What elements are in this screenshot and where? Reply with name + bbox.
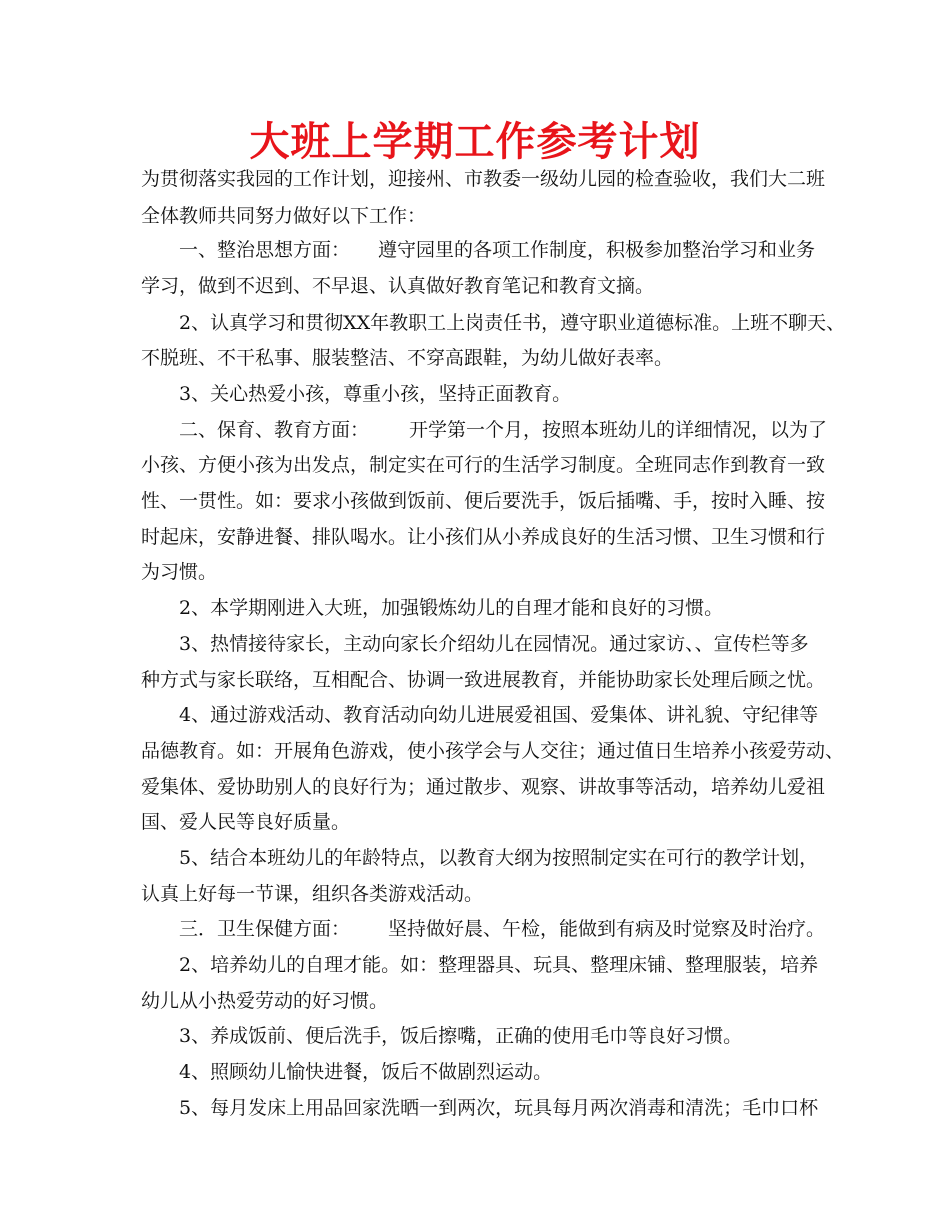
paragraph-line: 爱集体、爱协助别人的良好行为；通过散步、观察、讲故事等活动，培养幼儿爱祖 [141, 776, 826, 798]
paragraph-line: 国、爱人民等良好质量。 [141, 811, 351, 833]
paragraph-line: 3、热情接待家长，主动向家长介绍幼儿在园情况。通过家访、、宣传栏等多 [179, 633, 809, 655]
paragraph-line: 品德教育。如：开展角色游戏，使小孩学会与人交往；通过值日生培养小孩爱劳动、 [141, 740, 845, 762]
section-text: 开学第一个月，按照本班幼儿的详细情况，以为了 [409, 419, 828, 441]
paragraph-line: 为习惯。 [141, 561, 218, 583]
section-heading: 三．卫生保健方面： [179, 918, 351, 940]
section-text: 遵守园里的各项工作制度，积极参加整治学习和业务 [378, 239, 816, 261]
paragraph-line: 种方式与家长联络，互相配合、协调一致进展教育，并能协助家长处理后顾之忧。 [141, 669, 826, 691]
paragraph-line: 4、通过游戏活动、教育活动向幼儿进展爱祖国、爱集体、讲礼貌、守纪律等 [179, 704, 819, 726]
paragraph-line: 学习，做到不迟到、不早退、认真做好教育笔记和教育文摘。 [141, 275, 655, 297]
paragraph-line: 时起床，安静进餐、排队喝水。让小孩们从小养成良好的生活习惯、卫生习惯和行 [141, 526, 826, 548]
paragraph-line: 认真上好每一节课，组织各类游戏活动。 [141, 883, 484, 905]
paragraph-line: 3、养成饭前、便后洗手，饭后擦嘴，正确的使用毛巾等良好习惯。 [179, 1025, 743, 1047]
document-title: 大班上学期工作参考计划 [249, 119, 701, 165]
paragraph-line: 4、照顾幼儿愉快进餐，饭后不做剧烈运动。 [179, 1061, 553, 1083]
paragraph-line: 2、培养幼儿的自理才能。如：整理器具、玩具、整理床铺、整理服装，培养 [179, 954, 819, 976]
paragraph-line: 小孩、方便小孩为出发点，制定实在可行的生活学习制度。全班同志作到教育一致 [141, 454, 826, 476]
paragraph-line: 2、本学期刚进入大班，加强锻炼幼儿的自理才能和良好的习惯。 [179, 597, 724, 619]
paragraph-line [179, 236, 815, 264]
paragraph-line: 5、结合本班幼儿的年龄特点，以教育大纲为按照制定实在可行的教学计划， [179, 847, 819, 869]
paragraph-line: 为贯彻落实我园的工作计划，迎接州、市教委一级幼儿园的检查验收，我们大二班 [141, 168, 826, 190]
paragraph-line: 3、关心热爱小孩，尊重小孩，坚持正面教育。 [179, 383, 572, 405]
paragraph-line [179, 416, 827, 444]
section-heading: 二、保育、教育方面： [179, 419, 370, 441]
section-heading: 一、整治思想方面： [179, 239, 351, 261]
paragraph-line: 幼儿从小热爱劳动的好习惯。 [141, 990, 389, 1012]
paragraph-line: 不脱班、不干私事、服装整洁、不穿高跟鞋，为幼儿做好表率。 [141, 347, 674, 369]
paragraph-line [179, 915, 825, 943]
paragraph-line: 2、认真学习和贯彻XX年教职工上岗责任书，遵守职业道德标准。上班不聊天、 [179, 312, 846, 334]
section-text: 坚持做好晨、午检，能做到有病及时觉察及时治疗。 [388, 918, 826, 940]
paragraph-line: 性、一贯性。如：要求小孩做到饭前、便后要洗手，饭后插嘴、手，按时入睡、按 [141, 490, 826, 512]
paragraph-line: 全体教师共同努力做好以下工作： [141, 205, 427, 227]
paragraph-line: 5、每月发床上用品回家洗晒一到两次，玩具每月两次消毒和清洗；毛巾口杯 [179, 1097, 819, 1119]
